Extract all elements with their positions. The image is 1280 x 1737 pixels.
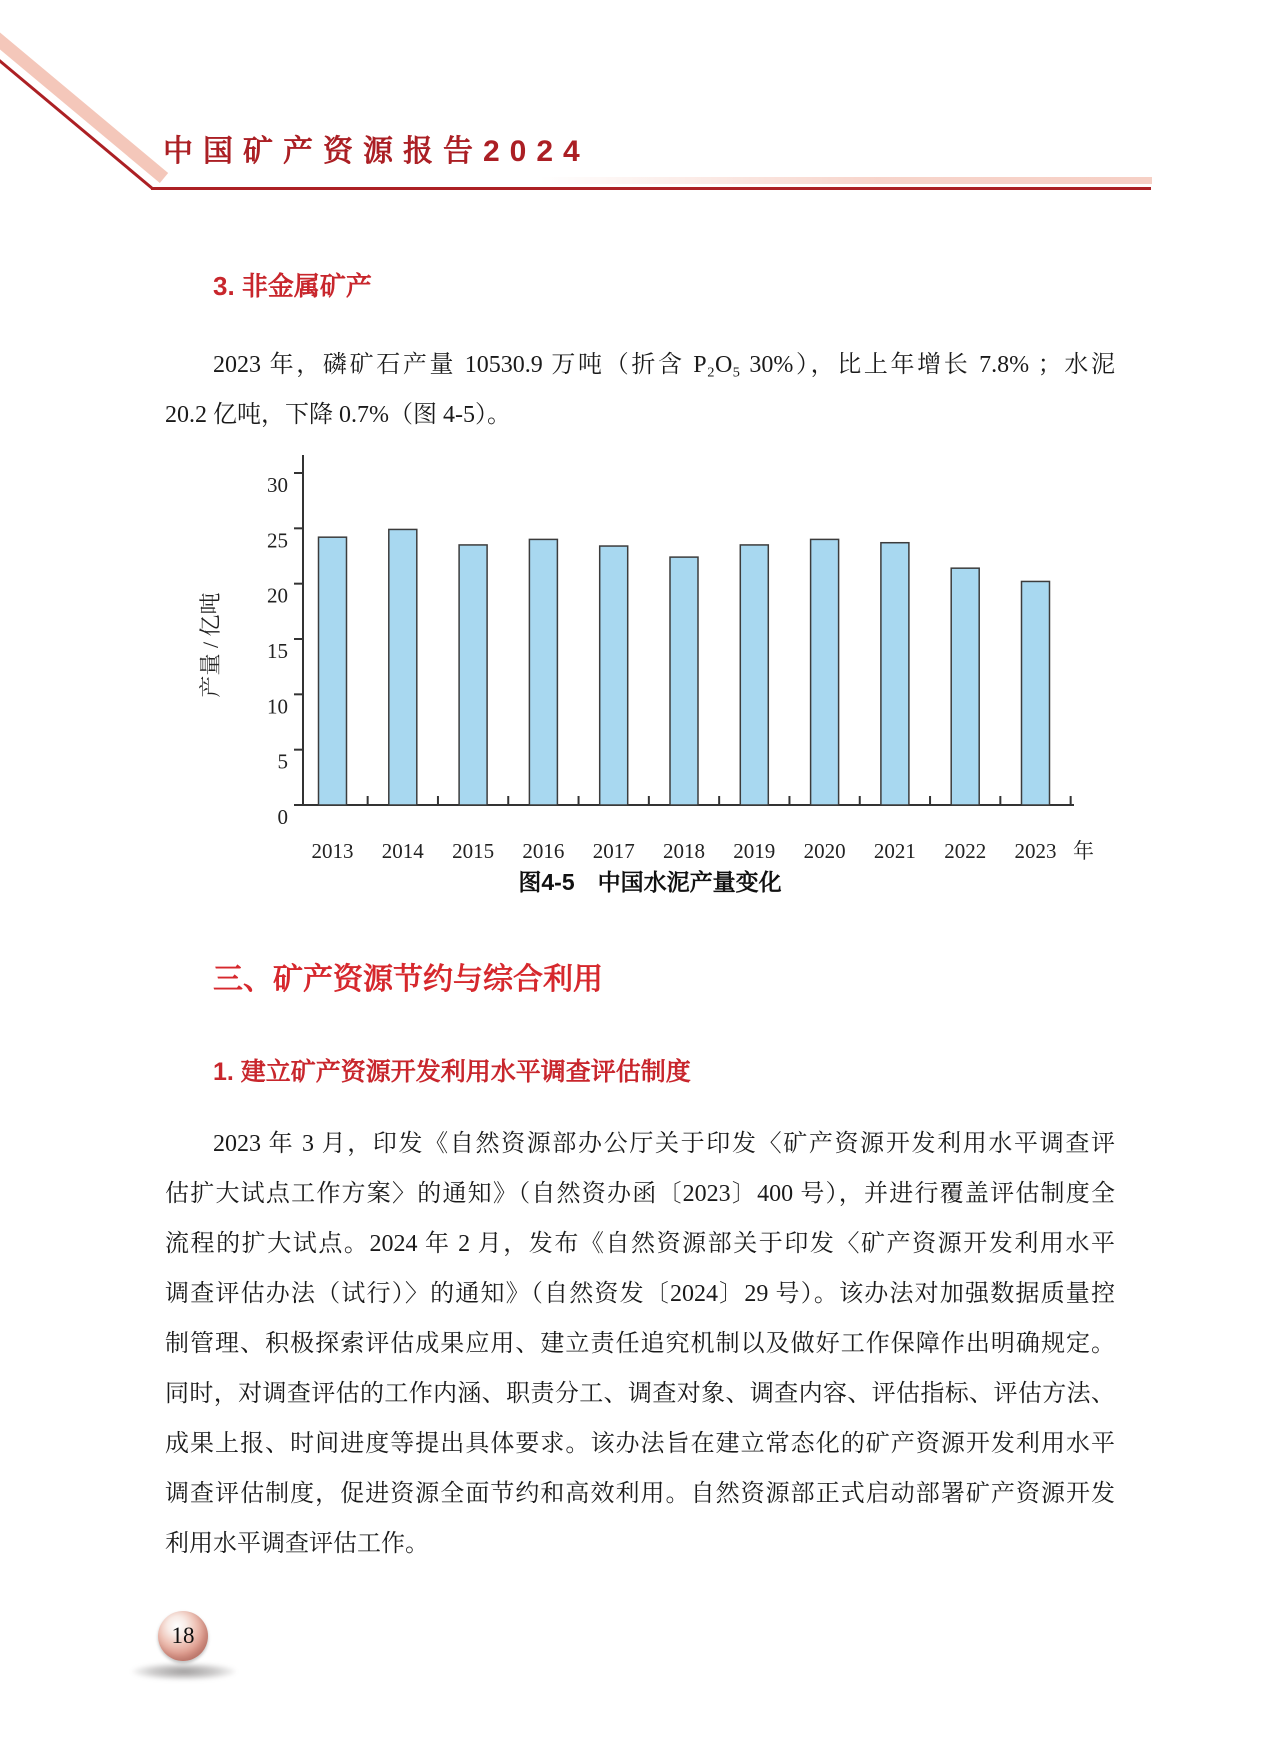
section-heading-conservation: 三、矿产资源节约与综合利用 [213,963,603,996]
text-line: 2023 年 3 月，印发《自然资源部办公厅关于印发〈矿产资源开发利用水平调查评 [213,1131,1115,1157]
x-tick-label: 2023 [1014,839,1057,863]
report-title: 中国矿产资源报告2024 [163,135,590,168]
x-tick-label: 2014 [381,839,424,863]
text-line: 估扩大试点工作方案〉的通知》（自然资办函〔2023〕400 号），并进行覆盖评估制度全 [165,1181,1115,1207]
x-tick-label: 2017 [592,839,635,863]
text-line: 成果上报、时间进度等提出具体要求。该办法旨在建立常态化的矿产资源开发利用水平 [165,1431,1115,1457]
x-axis-unit-label: 年 [1073,839,1094,863]
paragraph-survey [165,1119,1115,1569]
x-tick-label: 2019 [733,839,776,863]
bar-2013 [319,537,347,805]
text-line: 2023 年，磷矿石产量 10530.9 万吨（折含 P₂O₅ 30%），比上年增长 7.8% ；水泥 [213,352,1115,378]
text-line: 利用水平调查评估工作。 [165,1531,429,1557]
corner-ribbon-decoration [0,0,220,210]
x-tick-label: 2016 [522,839,565,863]
x-tick-label: 2020 [803,839,846,863]
y-tick-label: 0 [277,805,288,829]
bar-2014 [389,529,417,805]
subsection-heading-survey: 1. 建立矿产资源开发利用水平调查评估制度 [213,1058,691,1086]
text-line: 制管理、积极探索评估成果应用、建立责任追究机制以及做好工作保障作出明确规定。 [165,1331,1115,1357]
bar-2015 [459,545,487,805]
text-line: 调查评估办法（试行）〉的通知》（自然资发〔2024〕29 号）。该办法对加强数据质量控 [165,1281,1115,1307]
header-rule [151,187,1151,190]
y-tick-label: 20 [267,583,288,608]
page-number-shadow [132,1663,236,1680]
y-tick-label: 10 [267,694,288,719]
bar-2020 [811,539,839,805]
ribbon-line [0,56,153,189]
bar-2017 [600,546,628,805]
x-tick-label: 2013 [311,839,354,863]
text-line: 同时，对调查评估的工作内涵、职责分工、调查对象、调查内容、评估指标、评估方法、 [165,1381,1115,1407]
cement-chart-svg [190,428,1110,873]
bar-2022 [951,568,979,805]
bar-2019 [740,545,768,805]
text-line: 调查评估制度，促进资源全面节约和高效利用。自然资源部正式启动部署矿产资源开发 [165,1481,1115,1507]
y-tick-label: 5 [277,749,288,774]
bar-2016 [529,539,557,805]
bar-2023 [1022,581,1050,805]
page-number-badge [158,1611,208,1661]
cement-production-chart [190,428,1110,873]
x-tick-label: 2021 [873,839,916,863]
y-tick-label: 25 [267,528,288,553]
y-tick-label: 30 [267,473,288,497]
x-tick-label: 2018 [663,839,705,863]
bar-2018 [670,557,698,805]
y-axis-title: 产量 / 亿吨 [198,592,223,698]
text-line: 20.2 亿吨，下降 0.7%（图 4-5）。 [165,402,511,428]
x-tick-label: 2022 [944,839,987,863]
y-tick-label: 15 [267,639,288,663]
section-heading-nonmetal: 3. 非金属矿产 [213,271,372,301]
figure-caption: 图4-5 中国水泥产量变化 [518,869,782,895]
page-number: 18 [171,1623,195,1648]
ribbon-stripe [0,36,164,178]
bar-2021 [881,543,909,805]
text-line: 流程的扩大试点。2024 年 2 月，发布《自然资源部关于印发〈矿产资源开发利用水平 [165,1231,1115,1257]
header-fade-line [540,177,1152,184]
paragraph-nonmetal [165,340,1115,440]
x-tick-label: 2015 [452,839,495,863]
